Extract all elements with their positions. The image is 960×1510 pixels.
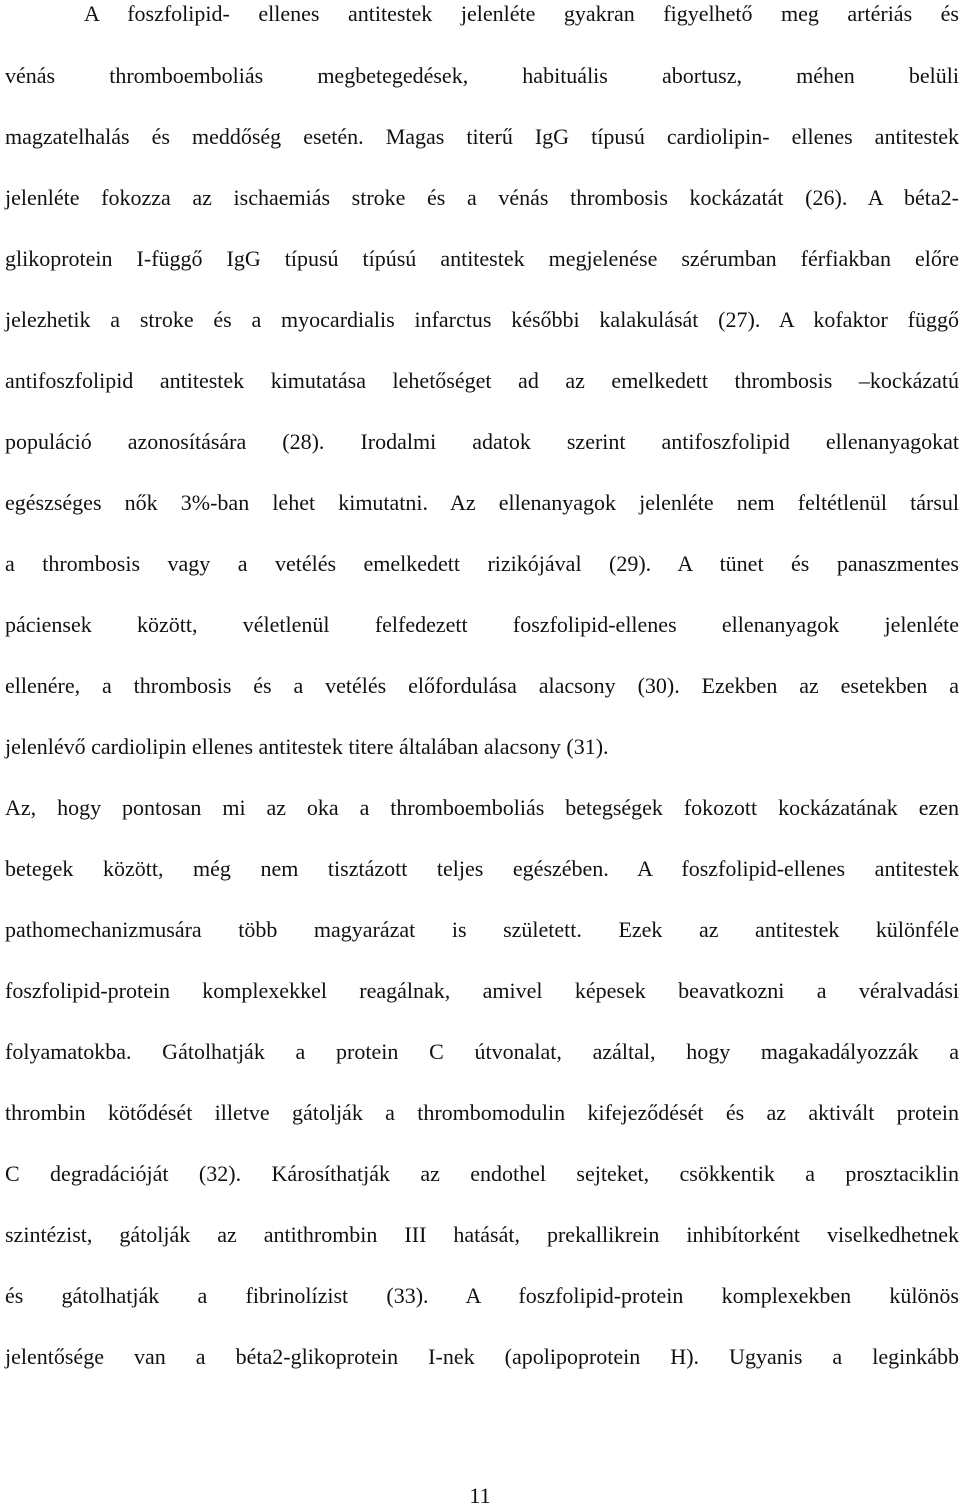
text-line: jelenlévő cardiolipin ellenes antitestek titere általában alacsony (31). (5, 734, 609, 759)
text-line: magzatelhalás és meddőség esetén. Magas titerű IgG típusú cardiolipin- ellenes antitestek (5, 124, 959, 149)
text-line: ellenére, a thrombosis és a vetélés előfordulása alacsony (30). Ezekben az esetekben a (5, 673, 959, 698)
page-number: 11 (469, 1483, 491, 1508)
text-line: antifoszfolipid antitestek kimutatása lehetőséget ad az emelkedett thrombosis –kockázatú (5, 368, 959, 393)
text-line: a thrombosis vagy a vetélés emelkedett rizikójával (29). A tünet és panaszmentes (5, 551, 959, 576)
text-line: C degradációját (32). Károsíthatják az endothel sejteket, csökkentik a prosztaciklin (5, 1161, 959, 1186)
text-line: foszfolipid-protein komplexekkel reagálnak, amivel képesek beavatkozni a véralvadási (5, 978, 959, 1003)
text-line: jelenléte fokozza az ischaemiás stroke és a vénás thrombosis kockázatát (26). A béta2- (5, 185, 959, 210)
text-line: Az, hogy pontosan mi az oka a thromboemboliás betegségek fokozott kockázatának ezen (5, 795, 959, 820)
text-line: populáció azonosítására (28). Irodalmi adatok szerint antifoszfolipid ellenanyagokat (5, 429, 959, 454)
text-line: jelentősége van a béta2-glikoprotein I-nek (apolipoprotein H). Ugyanis a leginkább (5, 1344, 959, 1369)
text-line: egészséges nők 3%-ban lehet kimutatni. Az ellenanyagok jelenléte nem feltétlenül társul (5, 490, 959, 515)
text-line: A foszfolipid- ellenes antitestek jelenléte gyakran figyelhető meg artériás és (84, 1, 959, 26)
text-line: vénás thromboemboliás megbetegedések, habituális abortusz, méhen belüli (5, 63, 959, 88)
text-line: thrombin kötődését illetve gátolják a thrombomodulin kifejeződését és az aktivált protein (5, 1100, 959, 1125)
text-line: folyamatokba. Gátolhatják a protein C útvonalat, azáltal, hogy magakadályozzák a (5, 1039, 959, 1064)
text-line: páciensek között, véletlenül felfedezett foszfolipid-ellenes ellenanyagok jelenléte (5, 612, 959, 637)
text-line: jelezhetik a stroke és a myocardialis infarctus későbbi kalakulását (27). A kofaktor függő (5, 307, 959, 332)
text-line: szintézist, gátolják az antithrombin III hatását, prekallikrein inhibítorként viselkedhetnek (5, 1222, 959, 1247)
text-line: betegek között, még nem tisztázott teljes egészében. A foszfolipid-ellenes antitestek (5, 856, 959, 881)
text-line: glikoprotein I-függő IgG típusú típúsú antitestek megjelenése szérumban férfiakban előre (5, 246, 959, 271)
text-line: pathomechanizmusára több magyarázat is született. Ezek az antitestek különféle (5, 917, 959, 942)
text-line: és gátolhatják a fibrinolízist (33). A foszfolipid-protein komplexekben különös (5, 1283, 959, 1308)
